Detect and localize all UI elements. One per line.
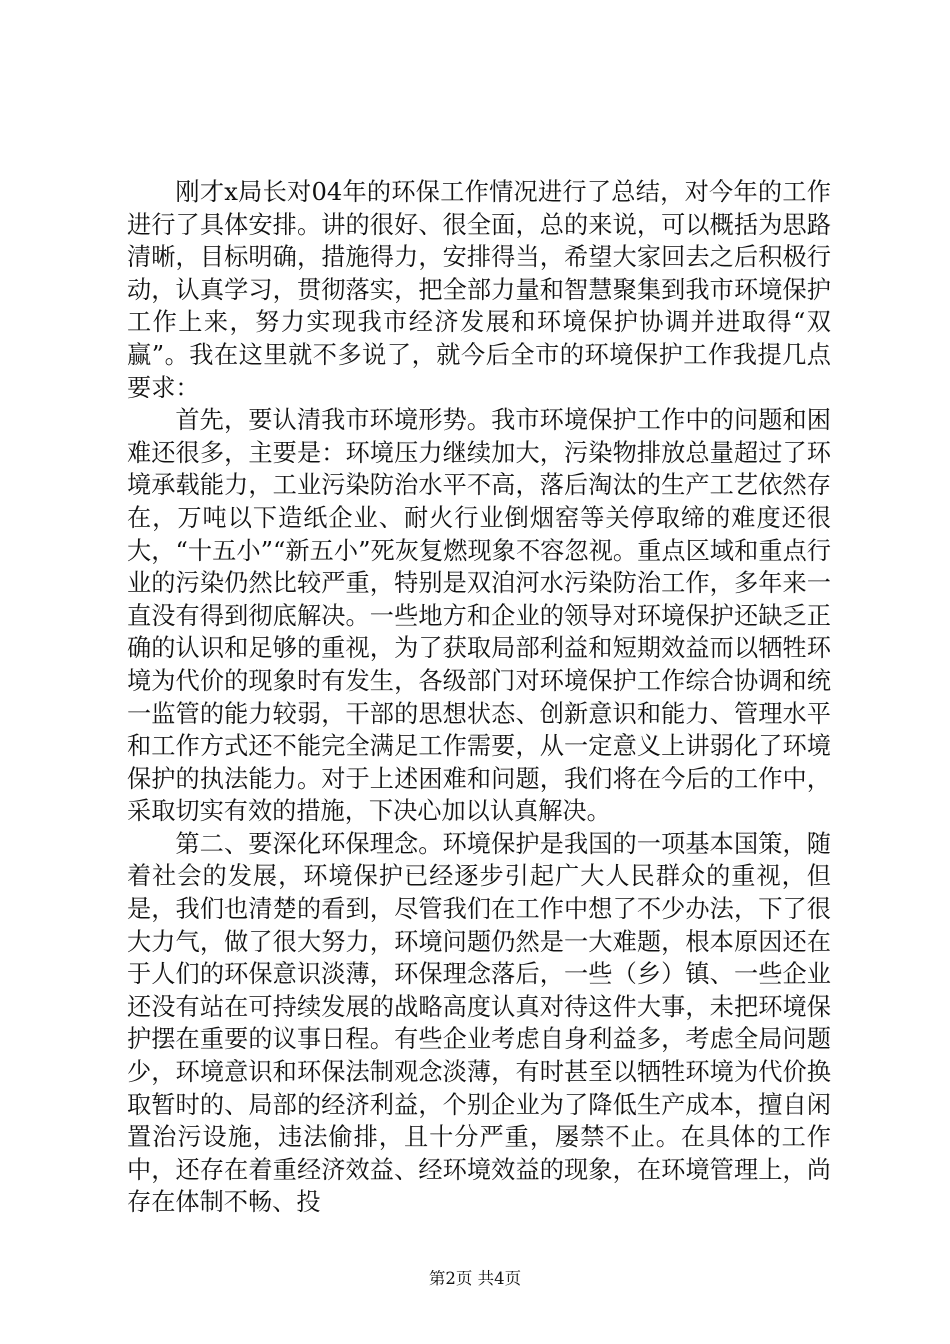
paragraph-first-point: 首先，要认清我市环境形势。我市环境保护工作中的问题和困难还很多，主要是：环境压力继续加大，污染物排放总量超过了环境承载能力，工业污染防治水平不高，落后淘汰的生产工艺依然存在，万吨以下造纸企业、耐火行业倒烟窑等关停取缔的难度还很大，“十五小”“新五小”死灰复燃现象不容忽视。重点区域和重点行业的污染仍然比较严重，特别是双洎河水污染防治工作，多年来一直没有得到彻底解决。一些地方和企业的领导对环境保护还缺乏正确的认识和足够的重视，为了获取局部利益和短期效益而以牺牲环境为代价的现象时有发生，各级部门对环境保护工作综合协调和统一监管的能力较弱，干部的思想状态、创新意识和能力、管理水平和工作方式还不能完全满足工作需要，从一定意义上讲弱化了环境保护的执法能力。对于上述困难和问题，我们将在今后的工作中，采取切实有效的措施，下决心加以认真解决。	[127, 406, 831, 826]
document-body	[127, 176, 831, 1219]
page-number-footer: 第2页 共4页	[428, 1269, 522, 1288]
paragraph-second-point: 第二、要深化环保理念。环境保护是我国的一项基本国策，随着社会的发展，环境保护已经逐步引起广大人民群众的重视，但是，我们也清楚的看到，尽管我们在工作中想了不少办法，下了很大力气，做了很大努力，环境问题仍然是一大难题，根本原因还在于人们的环保意识淡薄，环保理念落后，一些（乡）镇、一些企业还没有站在可持续发展的战略高度认真对待这件大事，未把环境保护摆在重要的议事日程。有些企业考虑自身利益多，考虑全局问题少，环境意识和环保法制观念淡薄，有时甚至以牺牲环境为代价换取暂时的、局部的经济利益，个别企业为了降低生产成本，擅自闲置治污设施，违法偷排，且十分严重，屡禁不止。在具体的工作中，还存在着重经济效益、经环境效益的现象，在环境管理上，尚存在体制不畅、投	[127, 829, 831, 1217]
paragraph-intro: 刚才x局长对04年的环保工作情况进行了总结，对今年的工作进行了具体安排。讲的很好、很全面，总的来说，可以概括为思路清晰，目标明确，措施得力，安排得当，希望大家回去之后积极行动，认真学习，贯彻落实，把全部力量和智慧聚集到我市环境保护工作上来，努力实现我市经济发展和环境保护协调并进取得“双赢”。我在这里就不多说了，就今后全市的环境保护工作我提几点要求：	[127, 178, 831, 402]
